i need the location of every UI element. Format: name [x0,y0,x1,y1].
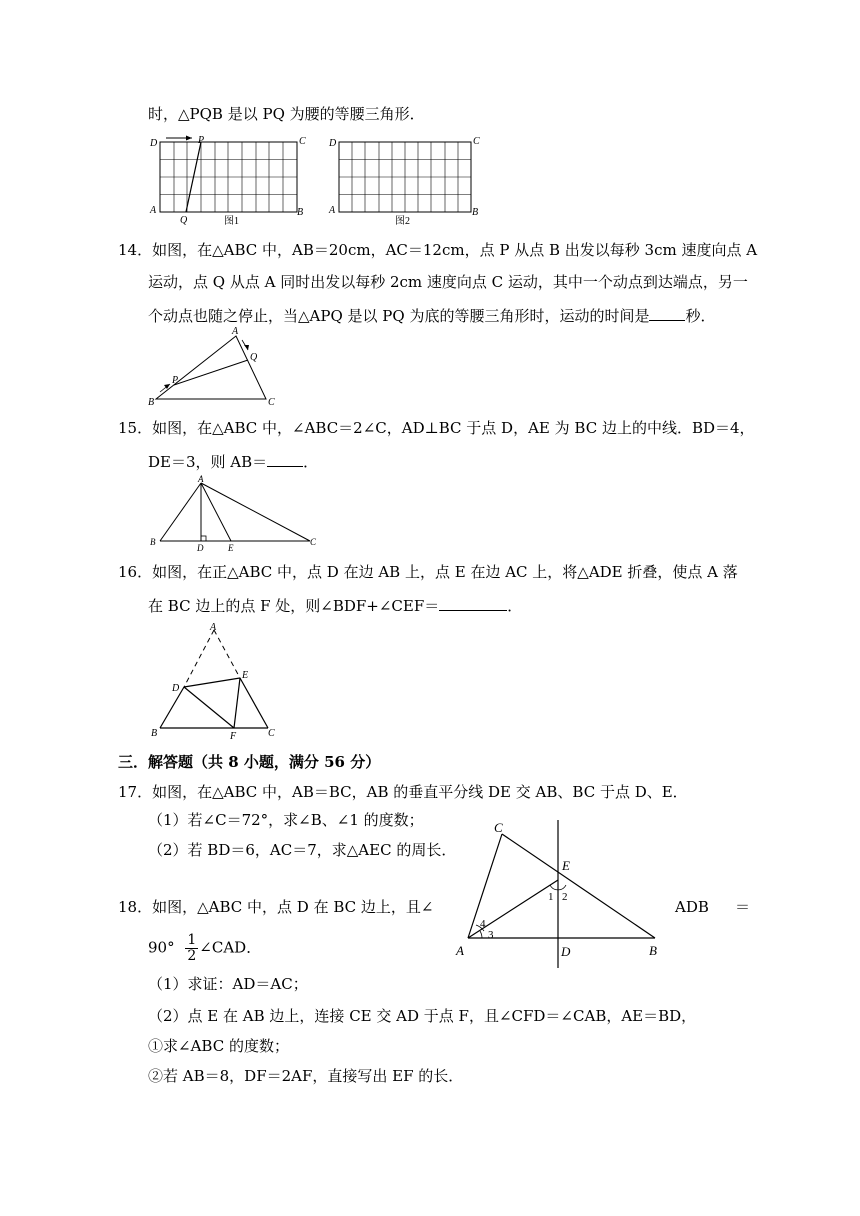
q15-line-2-text: DE＝3，则 AB＝ [148,453,268,471]
q13-fig2-label-C: C [473,136,480,147]
q16-label-E: E [242,670,249,681]
q16-label-D: D [172,683,180,694]
q13-fig1-caption: 图1 [224,216,239,226]
q13-fig2-label-B: B [472,207,479,218]
q17-part-1: （1）若∠C＝72°，求∠B、∠1 的度数； [148,811,424,829]
q15-label-D: D [197,543,204,552]
q17-angle-2: 2 [562,891,568,903]
q18-fraction [185,933,198,964]
q13-fig2-caption: 图2 [395,216,410,226]
q17-part-2: （2）若 BD＝6，AC＝7，求△AEC 的周长． [148,841,457,859]
q16-figure [146,620,286,740]
q13-grid-figure-2 [328,136,480,226]
q18-sub-2: ②若 AB＝8，DF＝2AF，直接写出 EF 的长． [148,1067,464,1085]
q15-line-1: 15．如图，在△ABC 中，∠ABC＝2∠C，AD⊥BC 于点 D，AE 为 BC 边上的中线．BD＝4， [118,419,755,437]
q16-label-B: B [151,728,158,739]
q13-grid-figure-1 [149,135,306,226]
q14-label-P: P [172,375,179,386]
q14-label-A: A [232,326,239,337]
q13-fig1-label-B: B [297,207,304,218]
q17-angle-1: 1 [548,891,554,903]
q18-part-1: （1）求证：AD＝AC； [148,975,308,993]
q16-label-A: A [210,622,217,633]
q18-line-2 [148,933,261,964]
section-3-heading: 三．解答题（共 8 小题，满分 56 分） [118,753,381,771]
q13-fig1-label-P: P [198,135,205,146]
q13-fig2-label-D: D [329,138,337,149]
q18-fraction-denominator: 2 [187,948,197,964]
q13-fig1-label-Q: Q [180,215,188,226]
q14-label-B: B [148,397,155,408]
q14-label-Q: Q [250,352,258,363]
q13-fig1-label-C: C [299,136,306,147]
q17-label-A: A [456,943,464,958]
q16-line-2-text: 在 BC 边上的点 F 处，则∠BDF+∠CEF＝ [148,597,440,615]
q18-sub-1: ①求∠ABC 的度数； [148,1037,289,1055]
q15-label-A: A [198,474,204,484]
q15-label-C: C [310,537,317,547]
q15-answer-blank[interactable] [267,450,303,467]
q14-line-3-end: 秒． [685,307,716,325]
q16-line-1: 16．如图，在正△ABC 中，点 D 在边 AB 上，点 E 在边 AC 上，将△ADE 折叠，使点 A 落 [118,563,738,581]
q15-figure [146,472,326,552]
q17-angle-3: 3 [488,929,494,941]
q13-fig1-label-D: D [150,138,158,149]
q13-fig2-label-A: A [329,205,336,216]
q15-label-B: B [150,537,156,547]
q17-label-C: C [494,820,503,835]
q16-label-C: C [268,728,275,739]
q15-label-E: E [228,543,234,552]
q15-line-2-end: ． [303,453,319,471]
q17-figure [450,814,670,974]
q17-label-D: D [561,944,571,959]
q14-label-C: C [268,397,275,408]
q18-line-2-end: ∠CAD． [199,938,262,957]
q14-line-1: 14．如图，在△ABC 中，AB＝20cm，AC＝12cm，点 P 从点 B 出发以每秒 3cm 速度向点 A [118,241,758,259]
q13-tail-text: 时，△PQB 是以 PQ 为腰的等腰三角形． [148,105,425,123]
q18-line-1: 18．如图，△ABC 中，点 D 在 BC 边上，且∠ [118,898,434,916]
q16-label-F: F [230,731,237,740]
q14-line-3 [148,304,715,326]
q18-fraction-numerator: 1 [187,932,197,948]
q14-figure [146,324,286,408]
q17-line-1: 17．如图，在△ABC 中，AB＝BC，AB 的垂直平分线 DE 交 AB、BC 于点 D、E． [118,783,688,801]
q17-label-B: B [649,943,657,958]
q14-line-3-text: 个动点也随之停止，当△APQ 是以 PQ 为底的等腰三角形时，运动的时间是 [148,307,650,325]
q18-line-2-angle: 90° [148,938,175,957]
q18-line-1-equals: ＝ [735,898,751,916]
q17-angle-4: 4 [480,918,486,930]
q16-line-2 [148,594,522,616]
q15-line-2 [148,450,318,472]
q13-figures [146,134,496,226]
q17-label-E: E [562,858,570,873]
q13-fig1-label-A: A [150,205,157,216]
q14-answer-blank[interactable] [649,304,685,321]
q18-line-1-adb: ADB [675,898,709,916]
q18-part-2: （2）点 E 在 AB 边上，连接 CE 交 AD 于点 F，且∠CFD＝∠CAB，AE＝BD， [148,1007,697,1025]
q16-line-2-end: ． [507,597,523,615]
q14-line-2: 运动，点 Q 从点 A 同时出发以每秒 2cm 速度向点 C 运动，其中一个动点到达端点，另一 [148,273,748,291]
q16-answer-blank[interactable] [439,594,507,611]
